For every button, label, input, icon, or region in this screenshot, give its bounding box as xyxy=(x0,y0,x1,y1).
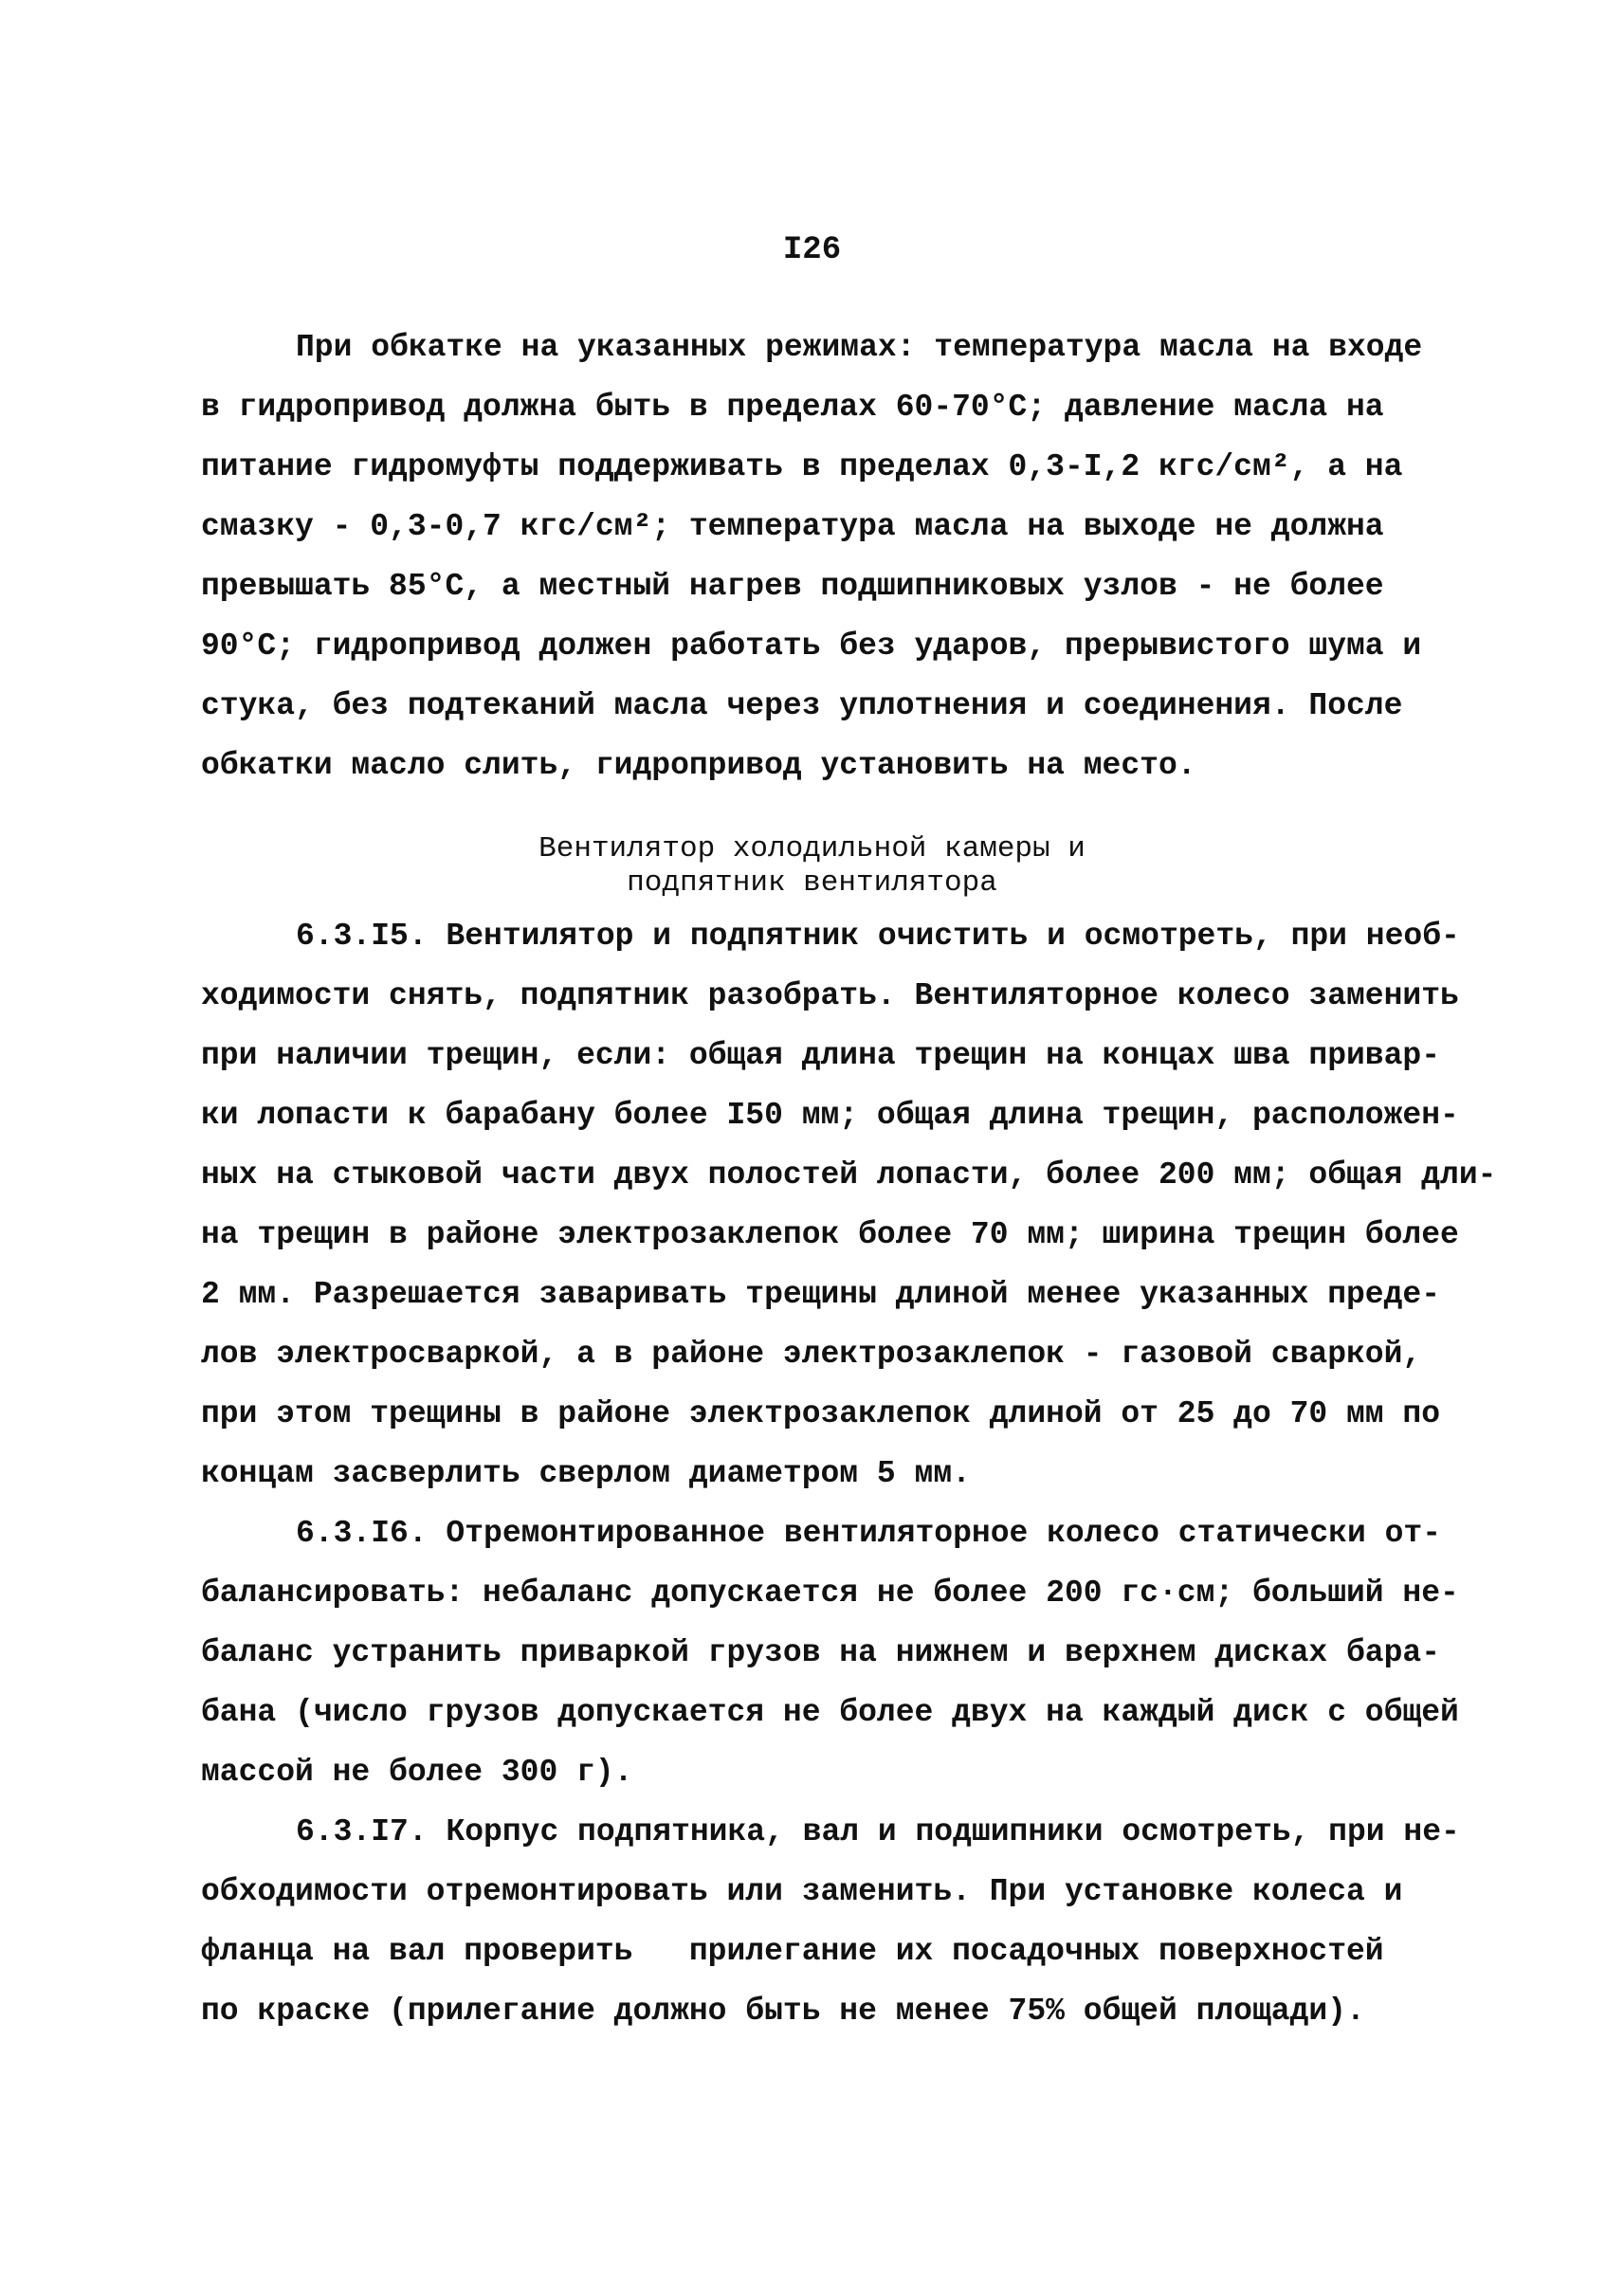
text-line: 2 мм. Разрешается заваривать трещины длиной менее указанных преде- xyxy=(201,1277,1441,1312)
text-line: фланца на вал проверить прилегание их посадочных поверхностей xyxy=(201,1934,1384,1969)
text-line: массой не более 300 г). xyxy=(201,1755,633,1790)
section-heading-line-2: подпятник вентилятора xyxy=(627,866,997,900)
text-line: питание гидромуфты поддерживать в пределах 0,3-I,2 кгс/см², а на xyxy=(201,449,1403,484)
text-line: балансировать: небаланс допускается не более 200 гс·см; больший не- xyxy=(201,1576,1459,1611)
text-line: ки лопасти к барабану более I50 мм; общая длина трещин, расположен- xyxy=(201,1098,1459,1133)
text-line: лов электросваркой, а в районе электрозаклепок - газовой сваркой, xyxy=(201,1337,1422,1372)
text-line: по краске (прилегание должно быть не менее 75% общей площади). xyxy=(201,1994,1365,2029)
text-line: при наличии трещин, если: общая длина трещин на концах шва привар- xyxy=(201,1038,1441,1073)
section-body xyxy=(201,906,1497,2041)
text-line: бана (число грузов допускается не более двух на каждый диск с общей xyxy=(201,1695,1459,1730)
page-number: I26 xyxy=(782,232,842,268)
text-line: баланс устранить приваркой грузов на нижнем и верхнем дисках бара- xyxy=(201,1635,1441,1670)
section-heading-line-1: Вентилятор холодильной камеры и xyxy=(538,832,1086,865)
text-line: стука, без подтеканий масла через уплотнения и соединения. После xyxy=(201,688,1403,723)
text-line: на трещин в районе электрозаклепок более 70 мм; ширина трещин более xyxy=(201,1217,1459,1252)
text-line: при этом трещины в районе электрозаклепок длиной от 25 до 70 мм по xyxy=(201,1396,1441,1431)
paragraph-6-3-15-line: 6.3.I5. Вентилятор и подпятник очистить и осмотреть, при необ- xyxy=(296,919,1460,954)
paragraph-6-3-17-line: 6.3.I7. Корпус подпятника, вал и подшипники осмотреть, при не- xyxy=(296,1814,1460,1849)
text-line: ных на стыковой части двух полостей лопасти, более 200 мм; общая дли- xyxy=(201,1157,1497,1193)
text-line: При обкатке на указанных режимах: температура масла на входе xyxy=(296,330,1423,365)
intro-paragraph xyxy=(201,318,1490,795)
text-line: концам засверлить сверлом диаметром 5 мм. xyxy=(201,1456,971,1491)
paragraph-6-3-16-line: 6.3.I6. Отремонтированное вентиляторное колесо статически от- xyxy=(296,1516,1441,1551)
text-line: 90°С; гидропривод должен работать без ударов, прерывистого шума и xyxy=(201,628,1422,664)
text-line: обходимости отремонтировать или заменить. При установке колеса и xyxy=(201,1874,1403,1909)
section-heading xyxy=(0,832,1624,901)
text-line: в гидропривод должна быть в пределах 60-70°С; давление масла на xyxy=(201,390,1384,425)
text-line: ходимости снять, подпятник разобрать. Вентиляторное колесо заменить xyxy=(201,978,1459,1013)
text-line: смазку - 0,3-0,7 кгс/см²; температура масла на выходе не должна xyxy=(201,509,1384,544)
text-line: обкатки масло слить, гидропривод установить на место. xyxy=(201,748,1196,783)
text-line: превышать 85°С, а местный нагрев подшипниковых узлов - не более xyxy=(201,569,1384,604)
